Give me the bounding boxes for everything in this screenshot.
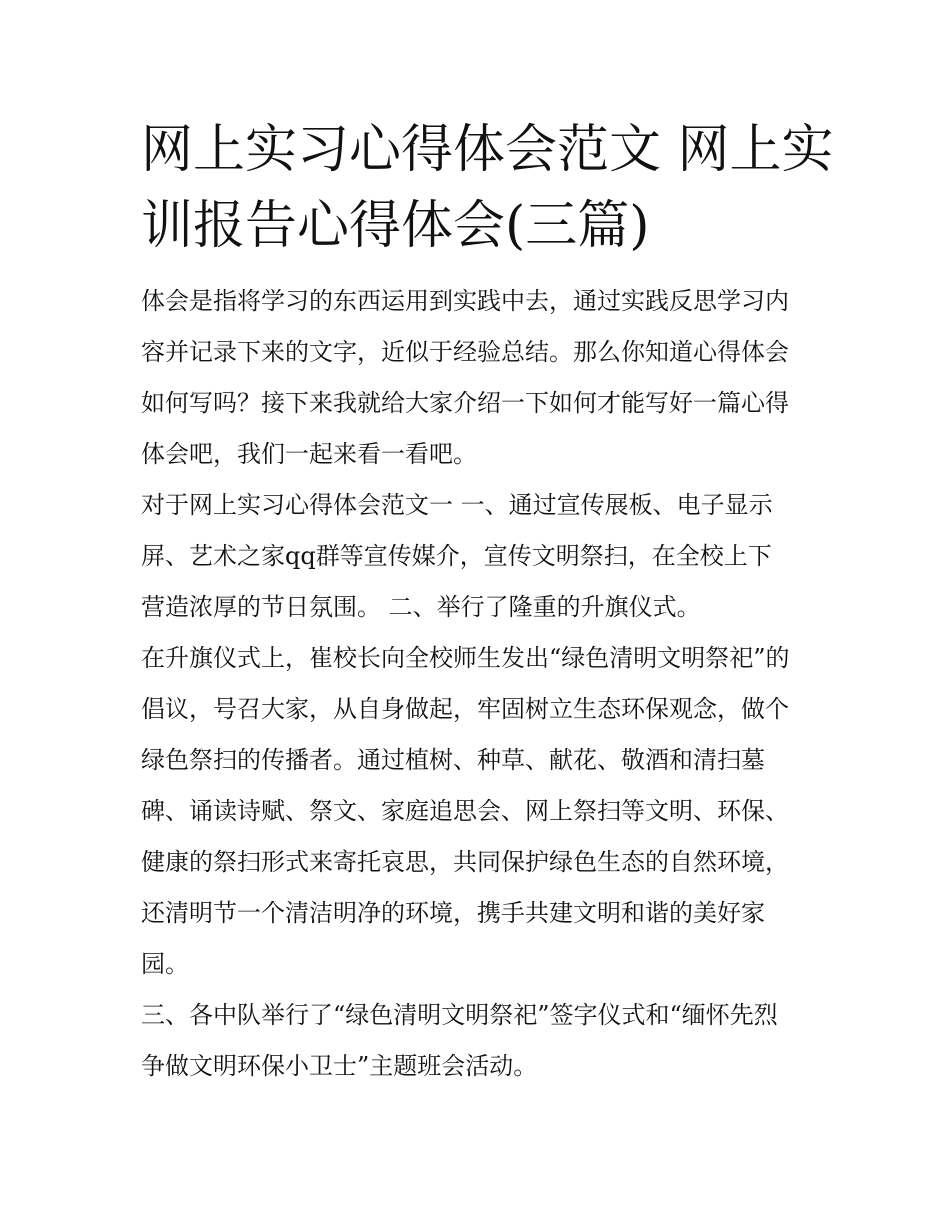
body-line: 容并记录下来的文字，近似于经验总结。那么你知道心得体会 (141, 338, 789, 366)
body-line: 屏、艺术之家qq群等宣传媒介，宣传文明祭扫，在全校上下 (141, 542, 772, 570)
body-line: 如何写吗？接下来我就给大家介绍一下如何才能写好一篇心得 (141, 389, 789, 417)
document-title (141, 112, 834, 264)
body-line: 健康的祭扫形式来寄托哀思，共同保护绿色生态的自然环境， (141, 848, 789, 876)
body-line: 倡议，号召大家，从自身做起，牢固树立生态环保观念，做个 (141, 695, 789, 723)
body-line: 营造浓厚的节日氛围。 二、举行了隆重的升旗仪式。 (141, 593, 701, 621)
body-line: 在升旗仪式上，崔校长向全校师生发出“绿色清明文明祭祀”的 (141, 644, 790, 672)
body-line: 绿色祭扫的传播者。通过植树、种草、献花、敬酒和清扫墓 (141, 746, 765, 774)
title-line-2: 训报告心得体会(三篇) (141, 196, 650, 256)
body-line: 争做文明环保小卫士”主题班会活动。 (141, 1052, 538, 1080)
body-line: 碑、诵读诗赋、祭文、家庭追思会、网上祭扫等文明、环保、 (141, 797, 789, 825)
body-line: 体会是指将学习的东西运用到实践中去，通过实践反思学习内 (141, 287, 789, 315)
document-body (141, 276, 816, 1092)
body-line: 三、各中队举行了“绿色清明文明祭祀”签字仪式和“缅怀先烈 (141, 1001, 778, 1029)
body-line: 园。 (141, 950, 189, 978)
title-line-1: 网上实习心得体会范文 网上实 (141, 120, 834, 180)
body-line: 还清明节一个清洁明净的环境，携手共建文明和谐的美好家 (141, 899, 765, 927)
body-line: 对于网上实习心得体会范文一 一、通过宣传展板、电子显示 (141, 491, 773, 519)
body-line: 体会吧，我们一起来看一看吧。 (141, 440, 477, 468)
